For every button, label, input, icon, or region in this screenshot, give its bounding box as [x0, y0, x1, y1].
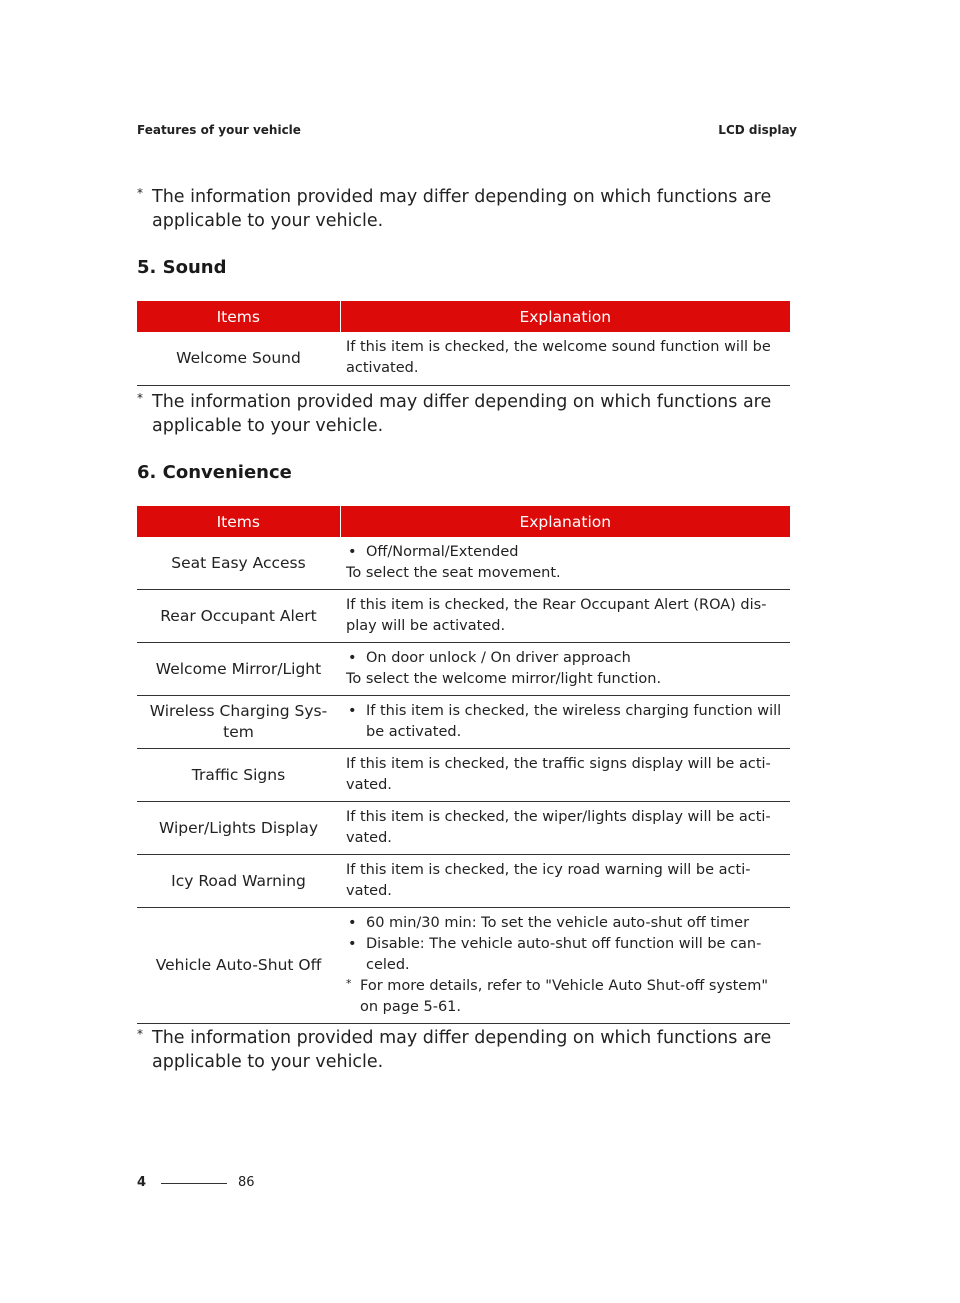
table-row — [137, 590, 790, 643]
table-row — [137, 802, 790, 855]
sound-table — [137, 301, 790, 386]
item-cell: Traffic Signs — [137, 749, 340, 802]
page-number: 86 — [238, 1175, 255, 1190]
running-header-topic: LCD display — [718, 123, 797, 137]
chapter-number: 4 — [137, 1175, 147, 1190]
note-line-2: applicable to your vehicle. — [152, 211, 384, 231]
applicability-note — [137, 185, 797, 233]
note-line-2: applicable to your vehicle. — [152, 1052, 384, 1072]
note-asterisk: * — [137, 186, 143, 200]
explanation-cell: If this item is checked, the traffic signs display will be acti-vated. — [340, 749, 790, 802]
item-cell: Rear Occupant Alert — [137, 590, 340, 643]
running-header-section: Features of your vehicle — [137, 123, 301, 137]
item-cell: Wireless Charging Sys-tem — [137, 696, 340, 749]
note-line-1: The information provided may differ depending on which functions are — [152, 187, 772, 207]
item-cell: Seat Easy Access — [137, 537, 340, 590]
footer-divider — [161, 1183, 227, 1184]
col-header-items: Items — [137, 506, 340, 537]
note-line-2: applicable to your vehicle. — [152, 416, 384, 436]
explanation-text: To select the welcome mirror/light function. — [346, 671, 662, 687]
bullet-item: • Off/Normal/Extended — [346, 542, 784, 563]
footnote-text: For more details, refer to "Vehicle Auto Shut-off system" on page 5-61. — [360, 978, 769, 1015]
section-title-sound: 5. Sound — [137, 257, 227, 278]
explanation-cell — [340, 537, 790, 590]
bullet-item: • If this item is checked, the wireless charging function will be activated. — [346, 701, 784, 743]
bullet-item: • 60 min/30 min: To set the vehicle auto-shut off timer — [346, 913, 784, 934]
section-title-convenience: 6. Convenience — [137, 462, 292, 483]
applicability-note — [137, 390, 797, 438]
table-row — [137, 537, 790, 590]
item-cell: Vehicle Auto-Shut Off — [137, 908, 340, 1024]
table-row — [137, 855, 790, 908]
item-cell: Welcome Mirror/Light — [137, 643, 340, 696]
explanation-cell: If this item is checked, the icy road warning will be acti-vated. — [340, 855, 790, 908]
bullet-item: • On door unlock / On driver approach — [346, 648, 784, 669]
explanation-cell — [340, 696, 790, 749]
col-header-items: Items — [137, 301, 340, 332]
col-header-explanation: Explanation — [340, 301, 790, 332]
table-row — [137, 908, 790, 1024]
footnote-asterisk: * — [346, 977, 352, 990]
item-cell: Icy Road Warning — [137, 855, 340, 908]
note-asterisk: * — [137, 391, 143, 405]
explanation-cell: If this item is checked, the welcome sound function will be activated. — [340, 332, 790, 385]
item-cell: Wiper/Lights Display — [137, 802, 340, 855]
col-header-explanation: Explanation — [340, 506, 790, 537]
table-row — [137, 643, 790, 696]
explanation-cell — [340, 908, 790, 1024]
explanation-cell: If this item is checked, the wiper/lights display will be acti-vated. — [340, 802, 790, 855]
note-line-1: The information provided may differ depending on which functions are — [152, 392, 772, 412]
bullet-item: • Disable: The vehicle auto-shut off function will be can-celed. — [346, 934, 784, 976]
explanation-cell — [340, 643, 790, 696]
applicability-note — [137, 1026, 797, 1074]
explanation-text: To select the seat movement. — [346, 565, 561, 581]
item-cell: Welcome Sound — [137, 332, 340, 385]
table-row — [137, 696, 790, 749]
table-row — [137, 749, 790, 802]
table-row — [137, 332, 790, 385]
note-line-1: The information provided may differ depending on which functions are — [152, 1028, 772, 1048]
convenience-table — [137, 506, 790, 1024]
note-asterisk: * — [137, 1027, 143, 1041]
explanation-cell: If this item is checked, the Rear Occupant Alert (ROA) dis-play will be activated. — [340, 590, 790, 643]
footnote — [346, 976, 784, 1018]
